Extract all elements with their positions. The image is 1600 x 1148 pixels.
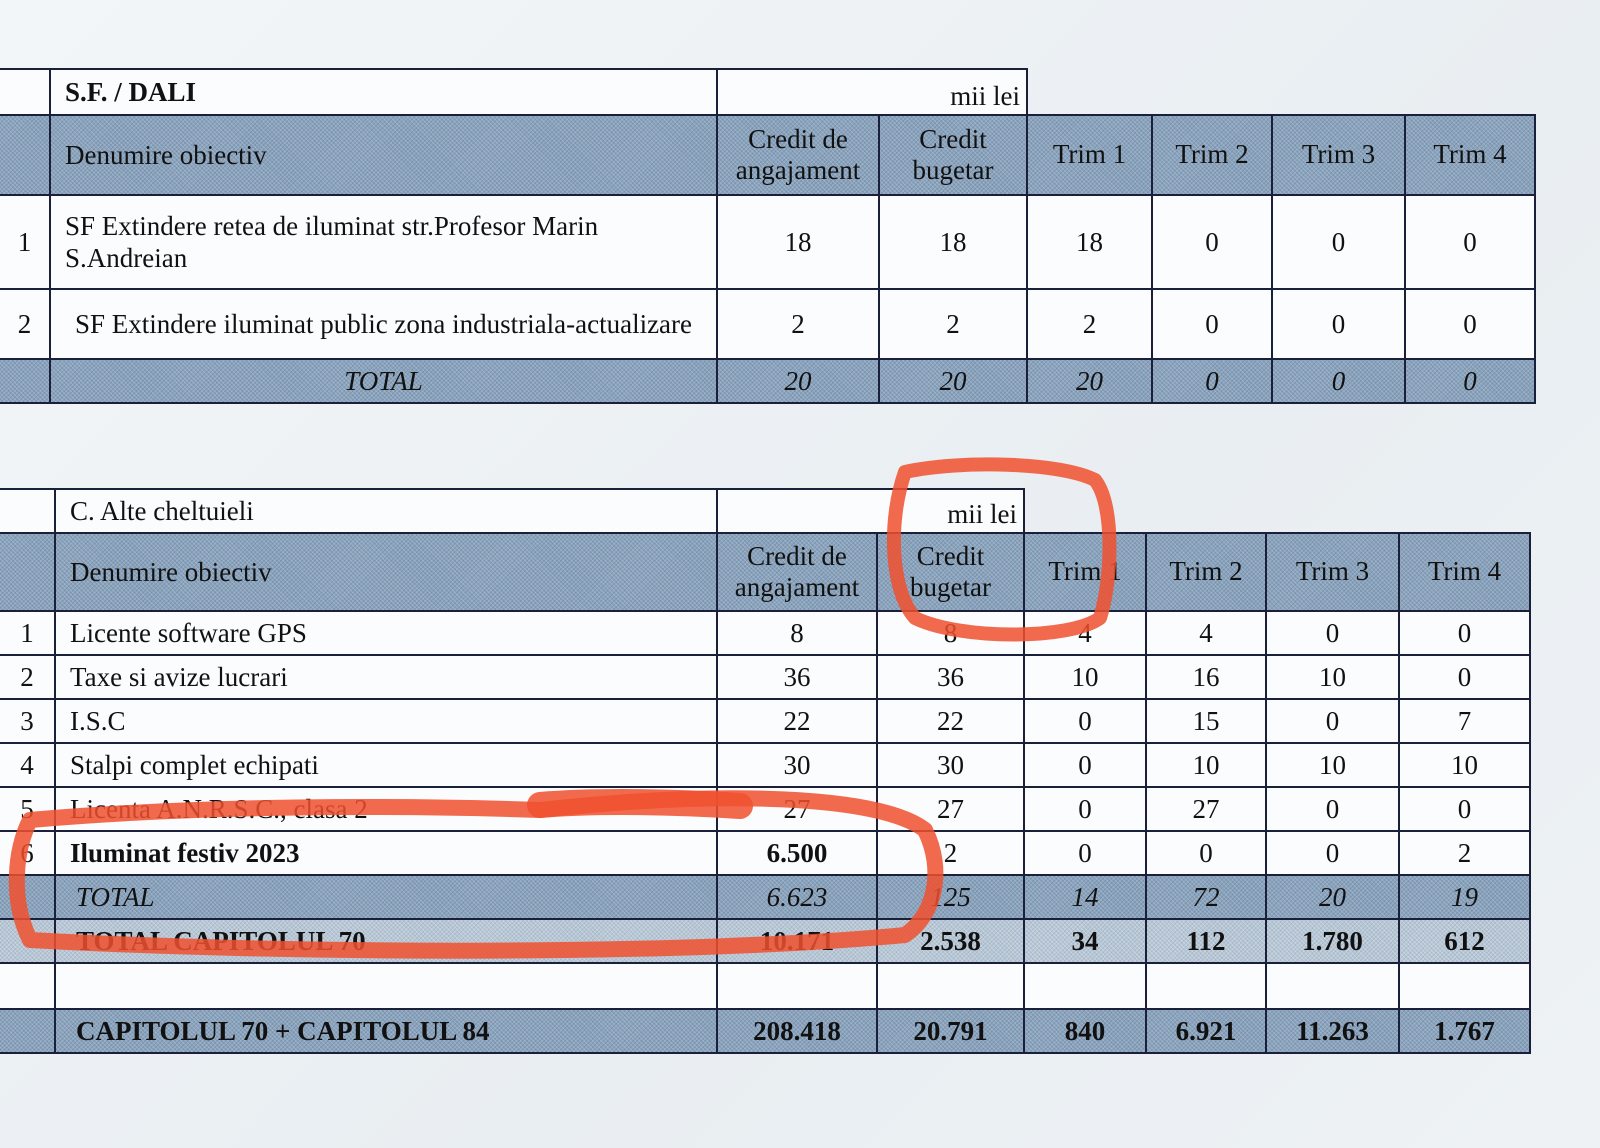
row-trim1: 0 [1024, 699, 1146, 743]
row-trim1: 0 [1024, 743, 1146, 787]
total-capitol-row [0, 919, 1530, 963]
total-label: TOTAL [55, 875, 717, 919]
row-name: Licente software GPS [55, 611, 717, 655]
sf-header-trim2: Trim 2 [1152, 115, 1272, 195]
sf-header-trim3: Trim 3 [1272, 115, 1405, 195]
row-trim2: 0 [1146, 831, 1266, 875]
row-credit-angajament: 36 [717, 655, 877, 699]
row-name: Iluminat festiv 2023 [55, 831, 717, 875]
row-name: Licenta A.N.R.S.C., clasa 2 [55, 787, 717, 831]
row-trim4: 7 [1399, 699, 1530, 743]
empty-cell [1266, 963, 1399, 1009]
row-name: SF Extindere iluminat public zona industriala-actualizare [50, 289, 717, 359]
empty-cell [1399, 963, 1530, 1009]
row-trim4: 2 [1399, 831, 1530, 875]
sf-header-credit-bugetar: Credit bugetar [879, 115, 1027, 195]
c-header-trim4: Trim 4 [1399, 533, 1530, 611]
c-header-row [0, 533, 1530, 611]
c-unit-label: mii lei [717, 489, 1024, 533]
total-credit-bugetar: 125 [877, 875, 1024, 919]
row-index: 1 [0, 195, 50, 289]
sf-header-credit-angajament: Credit de angajament [717, 115, 879, 195]
c-empty-cell [1024, 489, 1530, 533]
row-credit-bugetar: 27 [877, 787, 1024, 831]
row-credit-angajament: 18 [717, 195, 879, 289]
row-index: 6 [0, 831, 55, 875]
sf-title-row [0, 69, 1535, 115]
row-trim4: 0 [1399, 611, 1530, 655]
total-capitol-trim4: 612 [1399, 919, 1530, 963]
row-trim3: 0 [1266, 699, 1399, 743]
total-capitol-trim2: 112 [1146, 919, 1266, 963]
table-row [0, 787, 1530, 831]
row-trim1: 0 [1024, 831, 1146, 875]
grand-total-credit-bugetar: 20.791 [877, 1009, 1024, 1053]
total-trim1: 20 [1027, 359, 1152, 403]
row-name: SF Extindere retea de iluminat str.Profesor Marin S.Andreian [50, 195, 717, 289]
total-capitol-trim1: 34 [1024, 919, 1146, 963]
row-credit-angajament: 2 [717, 289, 879, 359]
total-trim4: 0 [1405, 359, 1535, 403]
total-idx [0, 359, 50, 403]
row-trim1: 10 [1024, 655, 1146, 699]
row-credit-angajament: 6.500 [717, 831, 877, 875]
grand-total-label: CAPITOLUL 70 + CAPITOLUL 84 [55, 1009, 717, 1053]
grand-total-row [0, 1009, 1530, 1053]
table-row [0, 289, 1535, 359]
total-trim2: 0 [1152, 359, 1272, 403]
sf-header-trim4: Trim 4 [1405, 115, 1535, 195]
row-name: I.S.C [55, 699, 717, 743]
row-trim1: 0 [1024, 787, 1146, 831]
c-header-name: Denumire obiectiv [55, 533, 717, 611]
row-trim2: 10 [1146, 743, 1266, 787]
table-row [0, 611, 1530, 655]
total-trim3: 20 [1266, 875, 1399, 919]
sf-header-row [0, 115, 1535, 195]
grand-total-trim1: 840 [1024, 1009, 1146, 1053]
table-row [0, 195, 1535, 289]
total-capitol-credit-bugetar: 2.538 [877, 919, 1024, 963]
empty-row [0, 963, 1530, 1009]
c-header-trim2: Trim 2 [1146, 533, 1266, 611]
sf-title-idx-cell [0, 69, 50, 115]
row-name: Taxe si avize lucrari [55, 655, 717, 699]
row-trim2: 0 [1152, 289, 1272, 359]
empty-cell [877, 963, 1024, 1009]
row-trim3: 0 [1266, 787, 1399, 831]
row-credit-bugetar: 2 [877, 831, 1024, 875]
table-row [0, 743, 1530, 787]
row-trim3: 0 [1272, 289, 1405, 359]
row-trim2: 4 [1146, 611, 1266, 655]
row-credit-bugetar: 22 [877, 699, 1024, 743]
sf-header-name: Denumire obiectiv [50, 115, 717, 195]
sf-unit-label: mii lei [717, 69, 1027, 115]
total-trim2: 72 [1146, 875, 1266, 919]
total-capitol-credit-angajament: 10.171 [717, 919, 877, 963]
row-credit-angajament: 27 [717, 787, 877, 831]
c-header-trim1: Trim 1 [1024, 533, 1146, 611]
row-trim2: 27 [1146, 787, 1266, 831]
c-section-title: C. Alte cheltuieli [55, 489, 717, 533]
grand-total-idx [0, 1009, 55, 1053]
row-index: 3 [0, 699, 55, 743]
row-index: 5 [0, 787, 55, 831]
row-trim1: 18 [1027, 195, 1152, 289]
row-trim1: 4 [1024, 611, 1146, 655]
row-trim4: 0 [1399, 787, 1530, 831]
c-title-row [0, 489, 1530, 533]
sf-empty-cell [1027, 69, 1535, 115]
row-trim3: 10 [1266, 655, 1399, 699]
row-credit-angajament: 22 [717, 699, 877, 743]
row-trim4: 10 [1399, 743, 1530, 787]
row-trim4: 0 [1399, 655, 1530, 699]
sf-dali-table [0, 68, 1536, 404]
empty-cell [717, 963, 877, 1009]
alte-cheltuieli-table [0, 488, 1531, 1054]
c-header-credit-bugetar: Credit bugetar [877, 533, 1024, 611]
row-credit-bugetar: 8 [877, 611, 1024, 655]
total-idx [0, 875, 55, 919]
row-trim1: 2 [1027, 289, 1152, 359]
row-trim2: 15 [1146, 699, 1266, 743]
total-credit-angajament: 6.623 [717, 875, 877, 919]
row-name: Stalpi complet echipati [55, 743, 717, 787]
row-trim4: 0 [1405, 289, 1535, 359]
row-trim3: 0 [1266, 831, 1399, 875]
row-trim3: 0 [1272, 195, 1405, 289]
row-index: 2 [0, 289, 50, 359]
row-index: 1 [0, 611, 55, 655]
total-trim3: 0 [1272, 359, 1405, 403]
row-trim4: 0 [1405, 195, 1535, 289]
row-index: 4 [0, 743, 55, 787]
row-credit-bugetar: 18 [879, 195, 1027, 289]
c-header-idx [0, 533, 55, 611]
sf-section-title: S.F. / DALI [50, 69, 717, 115]
total-trim4: 19 [1399, 875, 1530, 919]
row-credit-bugetar: 30 [877, 743, 1024, 787]
c-header-credit-angajament: Credit de angajament [717, 533, 877, 611]
empty-cell [1146, 963, 1266, 1009]
row-credit-angajament: 8 [717, 611, 877, 655]
row-trim3: 10 [1266, 743, 1399, 787]
row-credit-angajament: 30 [717, 743, 877, 787]
sf-total-row [0, 359, 1535, 403]
sf-header-trim1: Trim 1 [1027, 115, 1152, 195]
grand-total-trim2: 6.921 [1146, 1009, 1266, 1053]
row-trim2: 16 [1146, 655, 1266, 699]
total-capitol-trim3: 1.780 [1266, 919, 1399, 963]
empty-cell [55, 963, 717, 1009]
row-trim2: 0 [1152, 195, 1272, 289]
total-credit-bugetar: 20 [879, 359, 1027, 403]
grand-total-credit-angajament: 208.418 [717, 1009, 877, 1053]
row-trim3: 0 [1266, 611, 1399, 655]
total-credit-angajament: 20 [717, 359, 879, 403]
grand-total-trim3: 11.263 [1266, 1009, 1399, 1053]
grand-total-trim4: 1.767 [1399, 1009, 1530, 1053]
total-trim1: 14 [1024, 875, 1146, 919]
table-row [0, 831, 1530, 875]
empty-cell [0, 963, 55, 1009]
row-credit-bugetar: 2 [879, 289, 1027, 359]
row-credit-bugetar: 36 [877, 655, 1024, 699]
total-label: TOTAL [50, 359, 717, 403]
sf-header-idx [0, 115, 50, 195]
total-capitol-label: TOTAL CAPITOLUL 70 [55, 919, 717, 963]
c-header-trim3: Trim 3 [1266, 533, 1399, 611]
table-row [0, 699, 1530, 743]
total-capitol-idx [0, 919, 55, 963]
c-total-row [0, 875, 1530, 919]
empty-cell [1024, 963, 1146, 1009]
row-index: 2 [0, 655, 55, 699]
table-row [0, 655, 1530, 699]
c-title-idx-cell [0, 489, 55, 533]
